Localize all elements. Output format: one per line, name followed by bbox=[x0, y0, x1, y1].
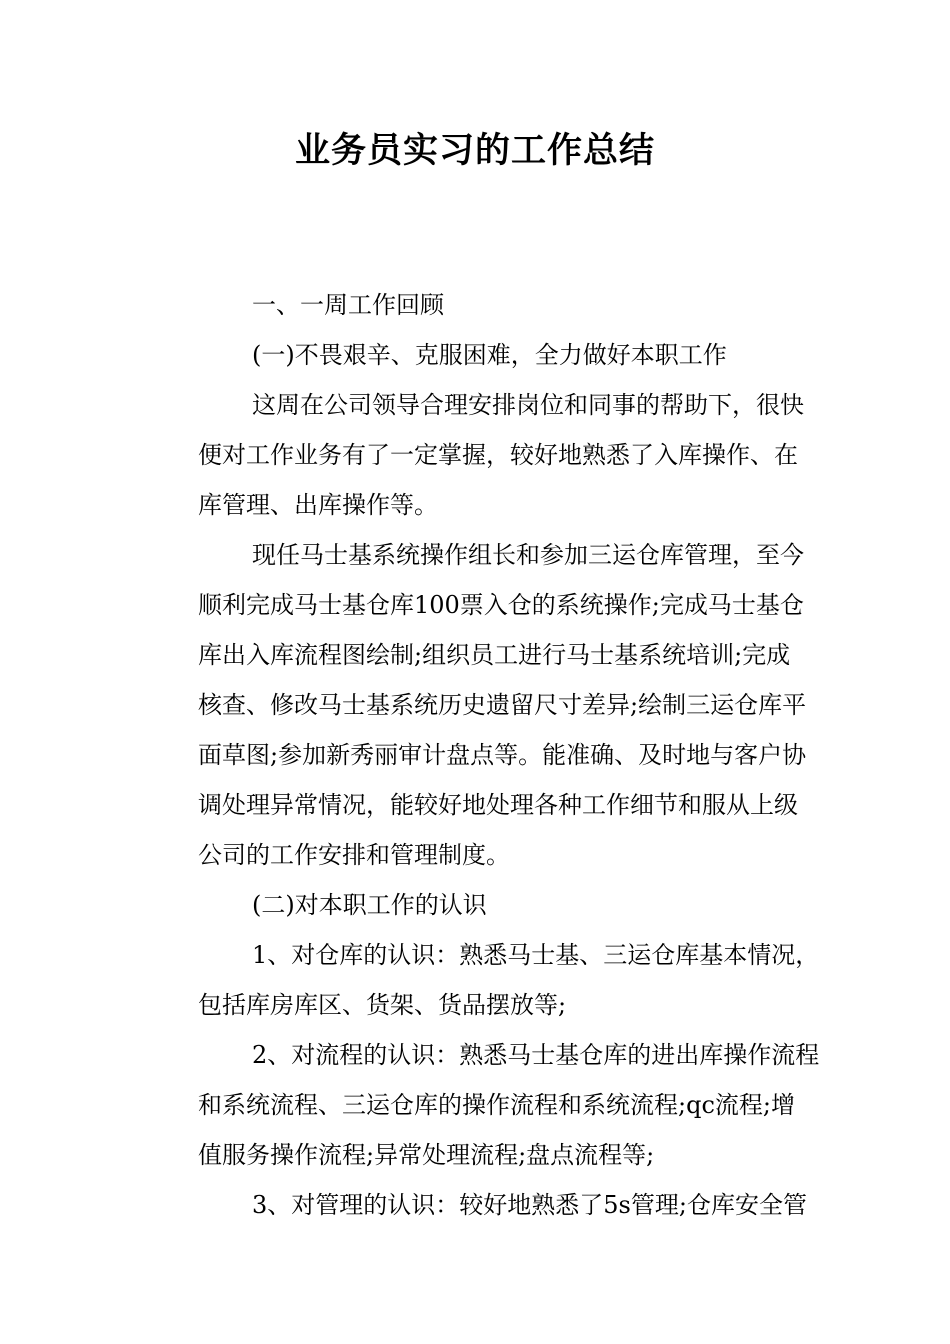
paragraph-warehouse-knowledge bbox=[144, 930, 820, 1030]
text-line: 3、对管理的认识：较好地熟悉了5s管理;仓库安全管 bbox=[252, 1191, 807, 1219]
document-body bbox=[144, 280, 820, 1230]
text-line: 1、对仓库的认识：熟悉马士基、三运仓库基本情况， bbox=[252, 941, 820, 969]
text-line: 一、一周工作回顾 bbox=[252, 291, 444, 319]
paragraph-management-knowledge bbox=[144, 1180, 806, 1230]
text-line: 和系统流程、三运仓库的操作流程和系统流程;qc流程;增 bbox=[198, 1091, 795, 1119]
text-line: 现任马士基系统操作组长和参加三运仓库管理，至今 bbox=[252, 541, 804, 569]
text-line: 包括库房库区、货架、货品摆放等; bbox=[198, 991, 567, 1019]
document-title: 业务员实习的工作总结 bbox=[294, 131, 655, 171]
text-line: 面草图;参加新秀丽审计盘点等。能准确、及时地与客户协 bbox=[198, 741, 807, 769]
text-line: (一)不畏艰辛、克服困难，全力做好本职工作 bbox=[252, 341, 727, 369]
text-line: 公司的工作安排和管理制度。 bbox=[198, 841, 510, 869]
text-line: 库管理、出库操作等。 bbox=[198, 491, 438, 519]
text-line: 2、对流程的认识：熟悉马士基仓库的进出库操作流程 bbox=[252, 1041, 820, 1069]
text-line: 核查、修改马士基系统历史遗留尺寸差异;绘制三运仓库平 bbox=[198, 691, 807, 719]
text-line: 调处理异常情况，能较好地处理各种工作细节和服从上级 bbox=[198, 791, 798, 819]
text-line: 值服务操作流程;异常处理流程;盘点流程等; bbox=[198, 1141, 655, 1169]
paragraph-work-intro bbox=[144, 380, 806, 530]
paragraph-process-knowledge bbox=[144, 1030, 820, 1180]
paragraph-subheading-2 bbox=[144, 880, 806, 930]
text-line: 库出入库流程图绘制;组织员工进行马士基系统培训;完成 bbox=[198, 641, 791, 669]
paragraph-subheading-1 bbox=[144, 330, 806, 380]
text-line: 这周在公司领导合理安排岗位和同事的帮助下，很快 bbox=[252, 391, 804, 419]
text-line: 便对工作业务有了一定掌握，较好地熟悉了入库操作、在 bbox=[198, 441, 798, 469]
paragraph-work-details bbox=[144, 530, 806, 880]
text-line: (二)对本职工作的认识 bbox=[252, 891, 487, 919]
text-line: 顺利完成马士基仓库100票入仓的系统操作;完成马士基仓 bbox=[198, 591, 804, 619]
paragraph-section-heading-1 bbox=[144, 280, 806, 330]
